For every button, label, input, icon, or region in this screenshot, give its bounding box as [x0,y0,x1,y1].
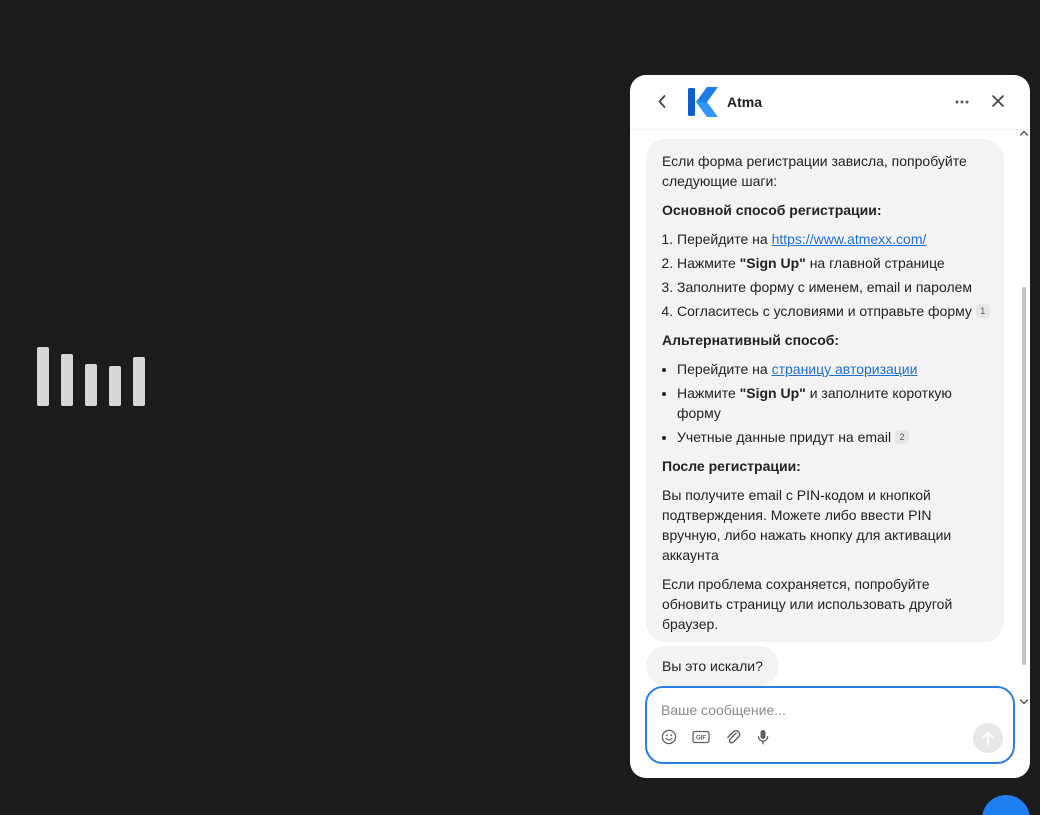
message-input[interactable] [661,700,991,720]
list-item [677,359,988,379]
auth-page-link[interactable]: страницу авторизации [771,361,918,377]
loading-bars-icon [37,347,145,406]
primary-steps-list [662,229,988,321]
chat-header [630,75,1030,130]
step-text: на главной странице [805,255,945,271]
send-button[interactable] [973,723,1003,753]
item-text: и заполните короткую форму [677,385,952,421]
step-text: Согласитесь с условиями и отправьте форму [677,303,972,319]
gif-icon[interactable] [692,730,710,744]
website-link[interactable]: https://www.atmexx.com/ [771,231,927,247]
more-horizontal-icon[interactable] [952,92,972,112]
microphone-icon[interactable] [755,729,771,745]
list-item [677,383,988,423]
chat-launcher [982,795,1030,815]
chevron-left-icon[interactable] [651,91,671,111]
chevron-down-icon[interactable] [1019,698,1029,706]
message-intro: Если форма регистрации зависла, попробуйте следующие шаги: [662,153,967,189]
step-item [677,253,988,273]
atma-logo [687,86,719,118]
after-registration-paragraph: Вы получите email с PIN-кодом и кнопкой подтверждения. Можете либо ввести PIN вручную, либо нажать кнопку для активации аккаунта [662,487,952,563]
assistant-message [646,139,1004,642]
chat-widget [630,75,1030,778]
paperclip-icon[interactable] [725,729,741,745]
step-text: Перейдите на [677,231,772,247]
troubleshooting-paragraph: Если проблема сохраняется, попробуйте обновить страницу или использовать другой браузер. [662,576,953,632]
alternative-method-heading: Альтернативный способ: [662,332,840,348]
chat-launcher-button[interactable] [982,795,1030,815]
step-text: Нажмите [677,255,740,271]
step-text: Заполните форму с именем, email и паролем [677,279,973,295]
emoji-icon[interactable] [661,729,677,745]
chat-title: Atma [727,94,763,110]
alternative-steps-list [662,359,988,447]
arrow-up-icon [973,723,1003,753]
step-bold-text: "Sign Up" [739,255,806,271]
step-item [677,229,988,249]
followup-message [646,646,779,686]
item-text: Перейдите на [677,361,772,377]
citation-badge[interactable]: 1 [976,304,990,318]
followup-text: Вы это искали? [662,658,763,674]
item-text: Нажмите [677,385,740,401]
message-composer [645,686,1015,764]
item-bold-text: "Sign Up" [739,385,806,401]
loading-bar [109,366,121,406]
gif-label: GIF [696,735,706,742]
citation-badge[interactable]: 2 [895,430,909,444]
scrollbar-thumb[interactable] [1022,287,1026,665]
step-item [677,277,988,297]
after-registration-heading: После регистрации: [662,458,801,474]
item-text: Учетные данные придут на email [677,429,892,445]
loading-bar [133,357,145,406]
chevron-up-icon[interactable] [1019,129,1029,137]
loading-bar [61,354,73,406]
close-icon[interactable] [988,91,1008,111]
loading-bar [85,364,97,406]
list-item [677,427,988,447]
message-list [630,130,1030,686]
chat-scroll-area[interactable] [630,130,1030,686]
step-item [677,301,988,321]
loading-bar [37,347,49,406]
primary-method-heading: Основной способ регистрации: [662,202,882,218]
